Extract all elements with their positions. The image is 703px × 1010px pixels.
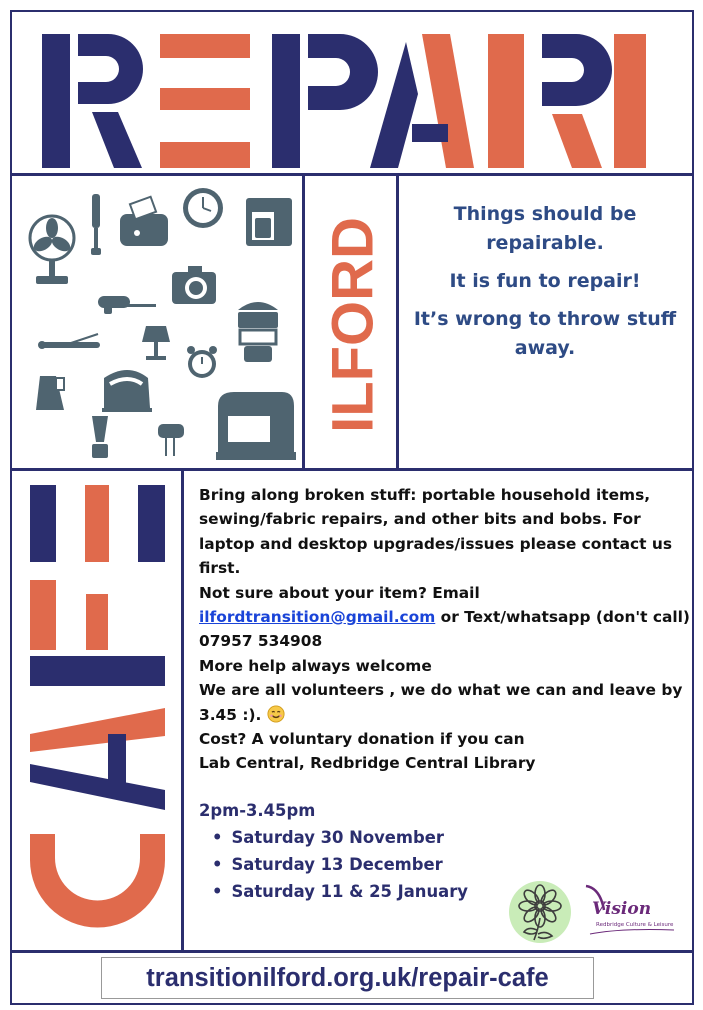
transition-flower-logo	[508, 880, 572, 944]
hand-blender-icon	[91, 194, 101, 255]
kettle-icon	[102, 370, 152, 412]
toaster-icon	[120, 197, 168, 246]
steamer-pot-icon	[238, 302, 278, 362]
info-volunteers: We are all volunteers , we do what we can and leave by 3.45 :).	[199, 681, 683, 724]
schedule-dates	[199, 824, 468, 905]
schedule-time: 2pm-3.45pm	[199, 801, 316, 820]
divider-cafe	[181, 468, 184, 952]
coffee-maker-icon	[246, 198, 292, 246]
smiley-icon	[267, 705, 285, 723]
hand-mixer-icon	[158, 424, 184, 456]
wall-clock-icon	[183, 188, 223, 228]
info-help: More help always welcome	[199, 656, 432, 675]
curling-iron-icon	[38, 334, 100, 349]
cafe-logo	[30, 485, 165, 930]
slogan-repairable: Things should be repairable.	[453, 203, 637, 254]
info-contact	[199, 581, 699, 654]
schedule-date: • Saturday 30 November	[212, 824, 468, 851]
camera-icon	[172, 266, 216, 304]
email-link[interactable]: ilfordtransition@gmail.com	[199, 608, 436, 627]
ilford-vertical-label	[312, 190, 394, 460]
blender-icon	[92, 416, 108, 458]
divider-icons	[302, 173, 305, 470]
repair-logo	[10, 12, 694, 174]
info-volunteers-line	[199, 678, 699, 727]
slogan-throw-away: It’s wrong to throw stuff away.	[413, 308, 677, 359]
website-url[interactable]: transitionilford.org.uk/repair-cafe	[101, 957, 594, 999]
schedule-date: • Saturday 13 December	[212, 851, 468, 878]
ilford-text: ILFORD	[320, 217, 386, 433]
info-cost: Cost? A voluntary donation if you can	[199, 730, 525, 749]
sewing-machine-icon	[216, 392, 296, 460]
lamp-icon	[142, 326, 170, 360]
info-venue: Lab Central, Redbridge Central Library	[199, 754, 536, 773]
info-text-contact: or Text/whatsapp (don't call) 07957 534908	[199, 608, 690, 651]
divider-ilford	[396, 173, 399, 470]
info-block	[199, 483, 699, 776]
vision-tagline: Redbridge Culture & Leisure	[596, 922, 674, 928]
vision-wordmark: Vision	[592, 899, 652, 919]
schedule	[199, 797, 468, 905]
slogan-fun: It is fun to repair!	[449, 270, 641, 292]
alarm-clock-icon	[187, 346, 217, 378]
vision-partner-logo	[582, 878, 678, 940]
hair-dryer-icon	[98, 296, 156, 314]
schedule-date: • Saturday 11 & 25 January	[212, 878, 468, 905]
appliance-icons	[12, 178, 302, 470]
info-not-sure: Not sure about your item? Email	[199, 583, 480, 602]
info-intro: Bring along broken stuff: portable household items, sewing/fabric repairs, and other bits and bobs. For laptop and desktop upgrades/issues please contact us first.	[199, 486, 672, 578]
iron-icon	[36, 376, 64, 410]
slogans	[400, 200, 690, 372]
fan-icon	[30, 216, 74, 284]
divider-bottom	[10, 950, 694, 953]
